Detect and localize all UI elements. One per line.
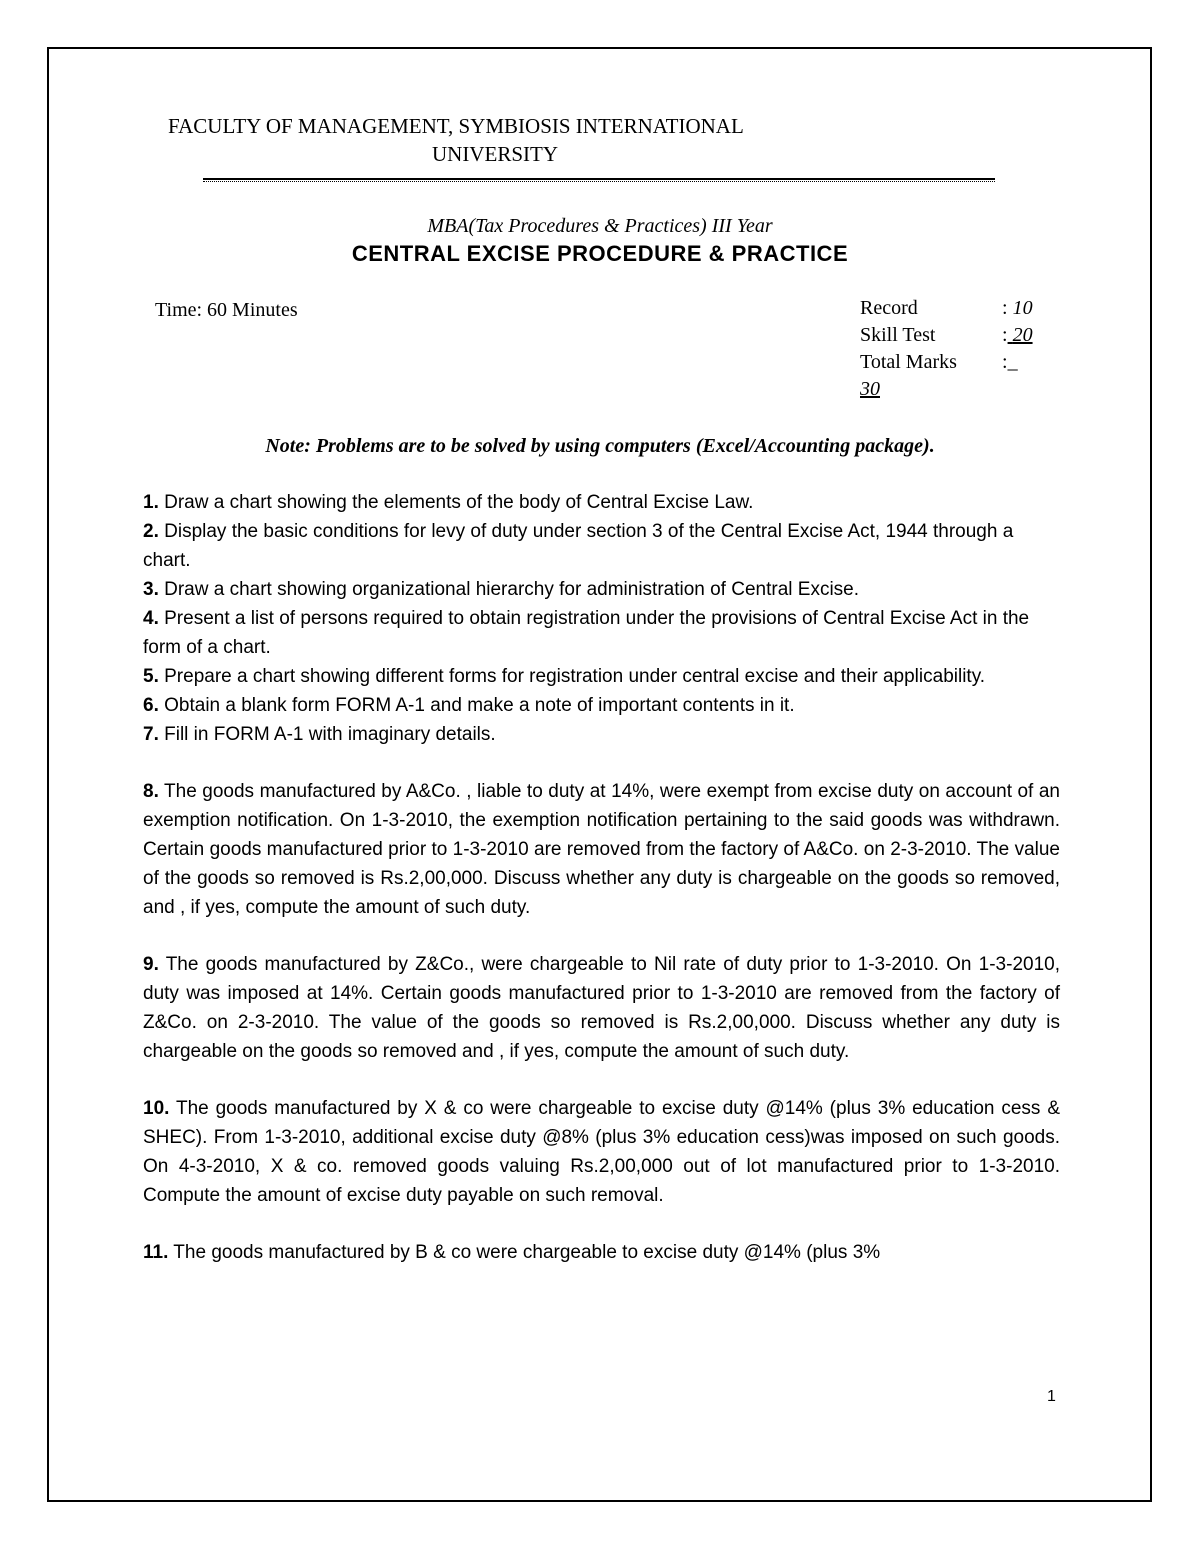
colon: : (1002, 324, 1008, 346)
question-item (143, 488, 1060, 517)
question-number: 9. (143, 954, 159, 975)
question-item (143, 691, 1060, 720)
question-number: 3. (143, 579, 159, 600)
question-number: 10. (143, 1098, 170, 1119)
question-item (143, 604, 1060, 662)
question-text: Fill in FORM A-1 with imaginary details. (158, 724, 496, 745)
question-text: Prepare a chart showing different forms for registration under central excise and their applicability. (158, 666, 986, 687)
question-text: The goods manufactured by B & co were chargeable to excise duty @14% (plus 3% (168, 1242, 881, 1263)
question-item (143, 517, 1060, 575)
spacer (143, 922, 1060, 950)
total-marks-label: Total Marks (860, 351, 957, 373)
question-text: Draw a chart showing organizational hierarchy for administration of Central Excise. (158, 579, 860, 600)
colon: : (1002, 351, 1008, 373)
skill-test-value (1008, 324, 1033, 346)
blank: _ (1007, 351, 1018, 373)
question-number: 5. (143, 666, 159, 687)
question-item (143, 1094, 1060, 1210)
skill-test-number: 20 (1012, 324, 1033, 346)
question-item (143, 662, 1060, 691)
colon: : (1002, 297, 1008, 319)
exam-time: Time: 60 Minutes (155, 299, 298, 321)
question-item (143, 575, 1060, 604)
spacer (143, 749, 1060, 777)
question-item (143, 1238, 1060, 1267)
question-item (143, 720, 1060, 749)
program-title: MBA(Tax Procedures & Practices) III Year (427, 215, 773, 237)
skill-value-cell (1002, 324, 1033, 347)
question-text: Obtain a blank form FORM A-1 and make a note of important contents in it. (158, 695, 795, 716)
question-item (143, 950, 1060, 1066)
total-value-cell (1002, 351, 1018, 374)
question-number: 7. (143, 724, 159, 745)
question-number: 6. (143, 695, 159, 716)
question-number: 1. (143, 492, 159, 513)
question-number: 2. (143, 521, 159, 542)
header-divider (203, 178, 995, 182)
course-title: CENTRAL EXCISE PROCEDURE & PRACTICE (351, 241, 849, 266)
question-text: The goods manufactured by Z&Co., were chargeable to Nil rate of duty prior to 1-3-2010. On 1-3-2010, duty was imposed at 14%. Certain goods manufactured prior to 1-3-2010 are removed from the factory of Z&Co. on 2-3-2010. The value of the goods so removed is Rs.2,00,000. Discuss whether any duty is chargeable on the goods so removed and , if yes, compute the amount of such duty. (143, 954, 1060, 1062)
page-number: 1 (1047, 1388, 1056, 1405)
question-number: 8. (143, 781, 159, 802)
spacer (143, 1066, 1060, 1094)
spacer (143, 1210, 1060, 1238)
record-label: Record (860, 297, 918, 319)
university-header-line2: UNIVERSITY (432, 142, 558, 166)
skill-test-label: Skill Test (860, 324, 936, 346)
question-text: Present a list of persons required to obtain registration under the provisions of Central Excise Act in the form of a chart. (143, 608, 1030, 658)
question-number: 11. (143, 1242, 169, 1263)
total-marks-value: 30 (860, 378, 880, 400)
question-text: Display the basic conditions for levy of duty under section 3 of the Central Excise Act, 1944 through a chart. (143, 521, 1014, 571)
question-number: 4. (143, 608, 159, 629)
question-text: Draw a chart showing the elements of the body of Central Excise Law. (158, 492, 754, 513)
question-text: The goods manufactured by A&Co. , liable to duty at 14%, were exempt from excise duty on account of an exemption notification. On 1-3-2010, the exemption notification pertaining to the said goods was withdrawn. Certain goods manufactured prior to 1-3-2010 are removed from the factory of A&Co. on 2-3-2010. The value of the goods so removed is Rs.2,00,000. Discuss whether any duty is chargeable on the goods so removed, and , if yes, compute the amount of such duty. (143, 781, 1060, 918)
university-header-line1: FACULTY OF MANAGEMENT, SYMBIOSIS INTERNATIONAL (168, 114, 744, 138)
exam-note: Note: Problems are to be solved by using computers (Excel/Accounting package). (265, 435, 935, 457)
question-item (143, 777, 1060, 922)
record-value-cell (1002, 297, 1033, 320)
record-value: 10 (1012, 297, 1033, 319)
question-list (143, 488, 1060, 1267)
question-text: The goods manufactured by X & co were chargeable to excise duty @14% (plus 3% education cess & SHEC). From 1-3-2010, additional excise duty @8% (plus 3% education cess)was imposed on such goods. On 4-3-2010, X & co. removed goods valuing Rs.2,00,000 out of lot manufactured prior to 1-3-2010. Compute the amount of excise duty payable on such removal. (143, 1098, 1060, 1206)
